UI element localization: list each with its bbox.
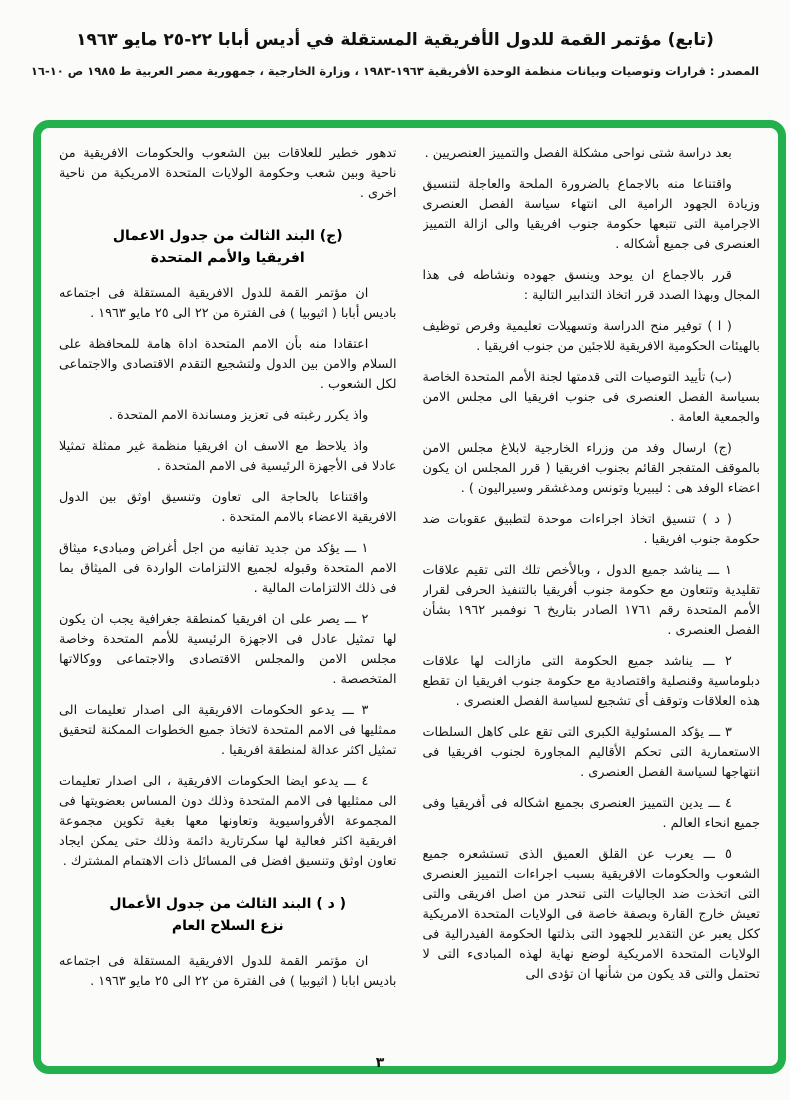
body-paragraph: (ب) تأييد التوصيات التى قدمتها لجنة الأمم المتحدة الخاصة بسياسة الفصل العنصرى فى جنوب افريقيا الى مجلس الامن والجمعية العامة . (422, 370, 760, 425)
body-paragraph: ٥ ـــ يعرب عن القلق العميق الذى تستشعره جميع الشعوب والحكومات الافريقية بسبب اجراءات التمييز العنصرى التى اتخذت ضد الجاليات التى تنحدر من اصل افريقى والتى تعيش خارج القارة وبصفة خاصة فى الولايات المتحدة الامريكية ككل يعبر عن التقدير للجهود التى بذلتها الحكومة الفيدرالية فى الولايات المتحدة الامريكية لوضع نهاية لهذه المبادىء التى لا تحتمل والتى قد يكون من شأنها ان تؤدى الى (422, 847, 760, 982)
document-source-line: المصدر : قرارات وتوصيات وبيانات منظمة الوحدة الأفريقية ١٩٦٣-١٩٨٣ ، وزارة الخارجية ، جمهورية مصر العربية ط ١٩٨٥ ص ١٠-١٦ (30, 64, 760, 78)
body-paragraph: ٣ ـــ يدعو الحكومات الافريقية الى اصدار تعليمات الى ممثليها فى الامم المتحدة لاتخاذ جميع الخطوات الممكنة لتحقيق تمثيل اكثر عدالة لمنطقة افريقيا . (59, 703, 397, 758)
section-heading: افريقيا والأمم المتحدة (150, 250, 305, 266)
text-column-left (59, 144, 397, 1056)
body-paragraph: ٢ ـــ يصر على ان افريقيا كمنطقة جغرافية يجب ان يكون لها تمثيل عادل فى الاجهزة الرئيسية للأمم المتحدة وخاصة مجلس الامن والمجلس الاقتصادى والاجتماعى ووكالاتها المتخصصة . (59, 612, 397, 687)
body-paragraph: ( د ) تنسيق اتخاذ اجراءات موحدة لتطبيق عقوبات ضد حكومة جنوب افريقيا . (422, 512, 760, 547)
body-paragraph: ١ ـــ يناشد جميع الدول ، وبالأخص تلك التى تقيم علاقات تقليدية وتتعاون مع حكومة جنوب أفريقيا بالتنفيذ الحرفى لقرار الأمم المتحدة رقم ١٧٦١ الصادر بتاريخ ٦ نوفمبر ١٩٦٢ بشأن الفصل العنصرى . (422, 563, 760, 638)
body-paragraph: ٤ ـــ يدعو ايضا الحكومات الافريقية ، الى اصدار تعليمات الى ممثليها فى الامم المتحدة وذلك دون المساس بعضويتها فى المجموعة الأفرواسيوية وتعاونها معها بغية تكوين مجموعة افريقية اكثر فعالية لها سكرتارية دائمة وذلك حتى يمكن ايجاد تعاون اوثق وتنسيق افضل فى المسائل ذات الاهتمام المشترك . (59, 774, 397, 869)
body-paragraph: ٣ ـــ يؤكد المسئولية الكبرى التى تقع على كاهل السلطات الاستعمارية التى تحكم الأقاليم المجاورة لجنوب افريقيا فى انتهاجها لسياسة الفصل العنصرى . (422, 725, 760, 780)
body-paragraph: بعد دراسة شتى نواحى مشكلة الفصل والتمييز العنصريين . (424, 146, 732, 161)
body-paragraph: تدهور خطير للعلاقات بين الشعوب والحكومات الافريقية من ناحية وبين شعب وحكومة الولايات المتحدة الامريكية من ناحية اخرى . (59, 146, 397, 201)
body-paragraph: واذ يلاحظ مع الاسف ان افريقيا منظمة غير ممثلة تمثيلا عادلا فى الأجهزة الرئيسية فى الامم المتحدة . (59, 439, 397, 474)
document-title: (تابع) مؤتمر القمة للدول الأفريقية المستقلة في أديس أبابا ٢٢-٢٥ مايو ١٩٦٣ (76, 30, 714, 50)
page-number: ٣ (375, 1055, 385, 1071)
body-paragraph: ٢ ـــ يناشد جميع الحكومة التى مازالت لها علاقات دبلوماسية وقنصلية واقتصادية مع حكومة جنوب افريقيا ان تقطع هذه العلاقات وتوقف أى تشجيع لسياسة الفصل العنصرى . (422, 654, 760, 709)
two-column-text-layout (59, 144, 760, 1056)
section-heading: ( د ) البند الثالث من جدول الأعمال (109, 896, 347, 912)
body-paragraph: اعتقادا منه بأن الامم المتحدة اداة هامة للمحافظة على السلام والامن بين الدول ولتشجيع التقدم الاقتصادى والاجتماعى لكل الشعوب . (59, 337, 397, 392)
body-paragraph: واذ يكرر رغبته فى تعزيز ومساندة الامم المتحدة . (108, 408, 369, 423)
body-paragraph: ان مؤتمر القمة للدول الافريقية المستقلة فى اجتماعه باديس أبابا ( اثيوبيا ) فى الفترة من ٢٢ الى ٢٥ مايو ١٩٦٣ . (59, 286, 397, 321)
text-column-right (423, 144, 761, 1056)
body-paragraph: (ج) ارسال وفد من وزراء الخارجية لابلاغ مجلس الامن بالموقف المتفجر القائم بجنوب افريقيا ( قرر المجلس ان يكون اعضاء الوفد هى : ليبيريا وتونس ومدغشقر وسيراليون ) . (422, 441, 760, 496)
body-paragraph: ١ ـــ يؤكد من جديد تفانيه من اجل أغراض ومبادىء ميثاق الامم المتحدة وقبوله لجميع الالتزامات الواردة فى الميثاق بما فى ذلك الالتزامات المالية . (59, 541, 397, 596)
section-heading: نزع السلاح العام (171, 918, 284, 934)
document-header (0, 30, 790, 78)
green-border-frame (33, 120, 786, 1074)
body-paragraph: ( ا ) توفير منح الدراسة وتسهيلات تعليمية وفرص توظيف بالهيئات الحكومية الافريقية للاجئين من جنوب افريقيا . (422, 319, 760, 354)
body-paragraph: واقتناعا منه بالاجماع بالضرورة الملحة والعاجلة لتنسيق وزيادة الجهود الرامية الى انتهاء سياسة الفصل العنصرى الاجرامية التى تتبعها حكومة جنوب افريقيا والى ازالة التمييز العنصرى فى جميع أشكاله . (422, 177, 760, 252)
body-paragraph: ٤ ـــ يدين التمييز العنصرى بجميع اشكاله فى أفريقيا وفى جميع انحاء العالم . (422, 796, 760, 831)
section-heading: (ج) البند الثالث من جدول الاعمال (112, 228, 343, 244)
body-paragraph: قرر بالاجماع ان يوحد وينسق جهوده ونشاطه فى هذا المجال وبهذا الصدد قرر اتخاذ التدابير التالية : (422, 268, 760, 303)
body-paragraph: ان مؤتمر القمة للدول الافريقية المستقلة فى اجتماعه باديس ابابا ( اثيوبيا ) فى الفترة من ٢٢ الى ٢٥ مايو ١٩٦٣ . (59, 954, 397, 989)
body-paragraph: واقتناعا بالحاجة الى تعاون وتنسيق اوثق بين الدول الافريقية الاعضاء بالامم المتحدة . (59, 490, 397, 525)
